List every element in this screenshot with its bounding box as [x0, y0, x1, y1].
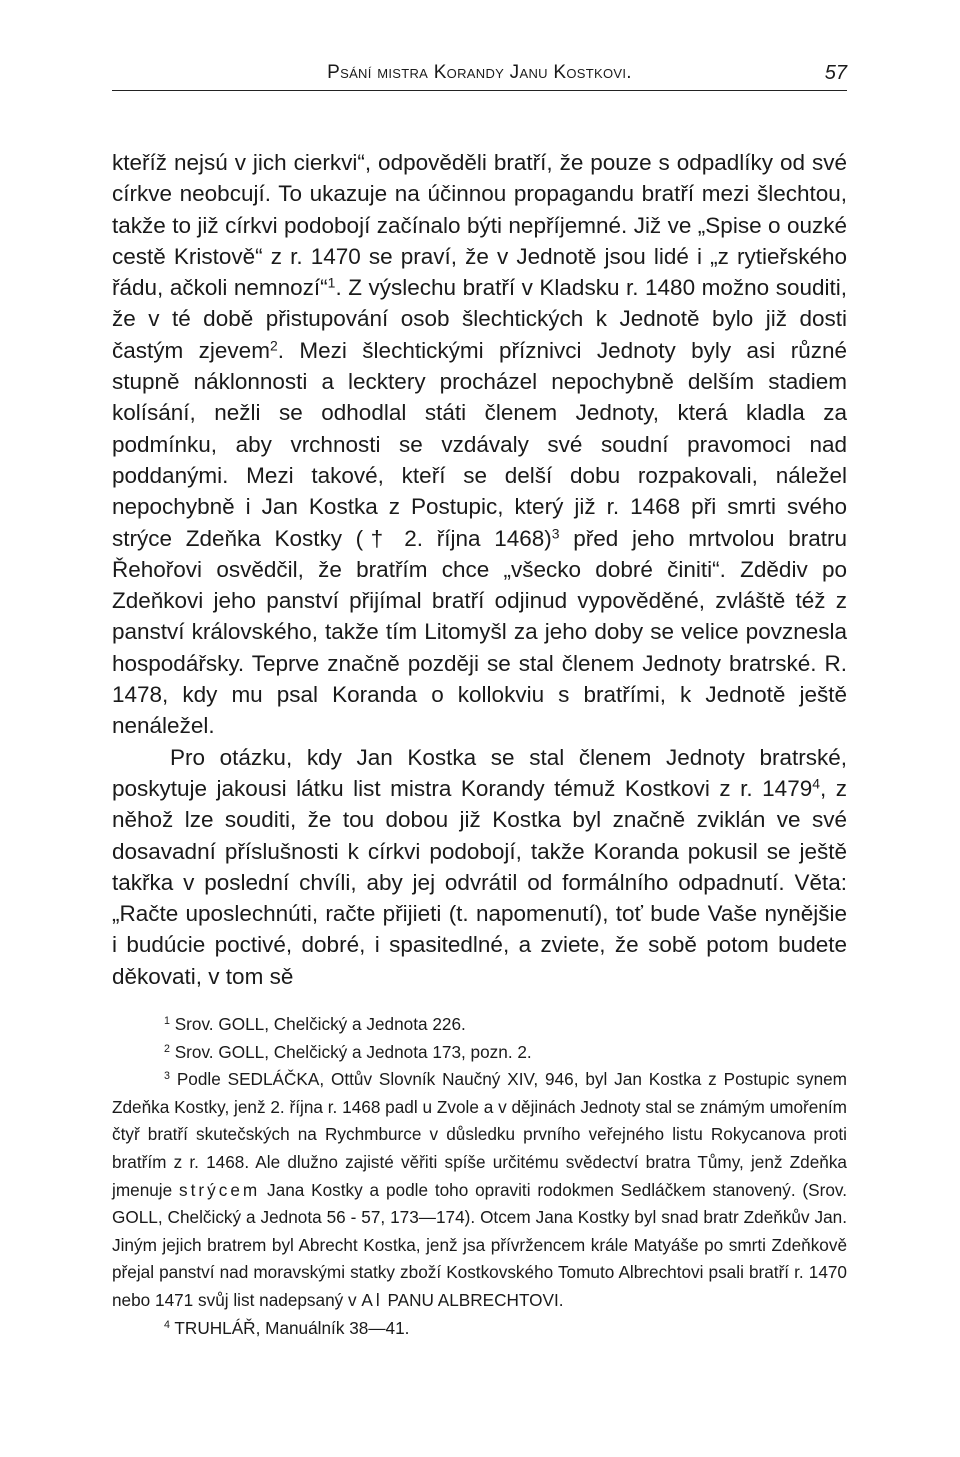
footnote-ref-4: 4 — [812, 775, 820, 792]
text-span: . Z výslechu bratří v Kladsku r. 1480 možno souditi, že v té době přistupování osob šlechtických k Jednotě bylo již dosti častým zjevem — [112, 275, 847, 363]
footnotes — [112, 1011, 847, 1342]
footnote-text: PANU ALBRECHTOVI. — [387, 1289, 564, 1310]
text-span: Pro otázku, kdy Jan Kostka se stal členem Jednoty bratrské, poskytuje jakousi látku list mistra Korandy témuž Kostkovi z r. 1479 — [112, 744, 847, 801]
main-text — [112, 147, 847, 992]
footnote-ref-3: 3 — [551, 524, 560, 541]
text-span: před jeho mrtvolou bratru Řehořovi osvědčil, že bratřím chce „všecko dobré činiti“. Zdědiv po Zdeňkovi jeho panství přijímal bratří odjinud vypověděné, zvláště též z panství královského, takže tím Litomyšl za jeho doby se velice povznesla hospodářsky. Teprve značně později se stal členem Jednoty bratrské. R. 1478, kdy mu psal Koranda o kollokviu s bratřími, k Jednotě ještě nenáležel. — [112, 525, 847, 739]
footnote-marker: 2 — [164, 1042, 170, 1055]
emphasized-word: Al — [361, 1289, 383, 1310]
footnote-3 — [112, 1066, 847, 1314]
footnote-marker: 1 — [164, 1015, 170, 1028]
footnote-1 — [112, 1011, 847, 1039]
footnote-4 — [112, 1315, 847, 1343]
text-span: , z něhož lze souditi, že tou dobou již Kostka byl značně zviklán ve své dosavadní příslušnosti k církvi podobojí, takže Koranda pokusil se ještě takřka v poslední chvíli, aby jej odvrátil od formálního odpadnutí. Věta: „Račte uposlechnúti, račte přijieti (t. napomenutí), toť bude Vaše nynějšie i budúcie poctivé, dobré, i spasitedlné, a zviete, že sobě potom budete děkovati, v tom sě — [112, 775, 847, 989]
emphasized-word: strýcem — [179, 1179, 261, 1200]
paragraph-2 — [112, 742, 847, 992]
footnote-ref-1: 1 — [327, 274, 336, 291]
paragraph-1 — [112, 147, 847, 742]
footnote-ref-2: 2 — [269, 337, 278, 354]
running-title: Psání mistra Korandy Janu Kostkovi. — [327, 62, 632, 83]
text-span: Již ve „Spise o ouzké cestě Kristově“ z r. 1470 se praví, že v Jednotě jsou lidé i „z rytieřského řádu, ačkoli nemnozí“ — [112, 212, 847, 301]
footnote-2 — [112, 1039, 847, 1067]
text-span: kteříž nejsú v jich cierkvi“, odpověděli bratří, že pouze s odpadlíky od své církve neobcují. To ukazuje na účinnou propagandu bratří mezi šlechtou, takže to již církvi podobojí začínalo býti nepříjemné. — [112, 150, 847, 238]
footnote-text: Srov. GOLL, Chelčický a Jednota 226. — [174, 1014, 466, 1034]
footnote-text: Jana Kostky a podle toho opraviti rodokmen Sedláčkem stanovený. (Srov. GOLL, Chelčický a Jednota 56 - 57, 173—174). Otcem Jana Kostky byl snad bratr Zdeňkův Jan. Jiným jejich bratrem byl Abrecht Kostka, jenž jsa přívržencem krále Matyáše po smrti Zdeňkově přejal panství nad moravskými statky zboží Kostkovského Tomuto Albrechtovi psali bratří r. 1470 nebo 1471 svůj list nadepsaný v — [112, 1179, 847, 1310]
footnote-text: TRUHLÁŘ, Manuálník 38—41. — [174, 1317, 410, 1338]
text-span: Mezi šlechtickými příznivci Jednoty byly asi různé stupně náklonnosti a lecktery procházel nepochybně delším stadiem kolísání, nežli se odhodlal státi členem Jednoty, která kladla za podmínku, aby vrchnosti se vzdávaly své soudní pravomoci nad poddanými. Mezi takové, kteří se delší dobu rozpakovali, náležel nepochybně i Jan Kostka z Postupic, který již r. 1468 při smrti svého strýce Zdeňka Kostky († 2. října 1468) — [112, 337, 847, 551]
footnote-marker: 3 — [164, 1070, 170, 1083]
footnote-text: Podle SEDLÁČKA, Ottův Slovník Naučný XIV, 946, byl Jan Kostka z Postupic synem Zdeňka Kostky, jenž 2. října r. 1468 padl u Zvole a v dějinách Jednoty stal se známým umořením čtyř bratří skutečských na Rychmburce v důsledku prvního veřejného listu Rokycanova proti bratřím z r. 1468. Ale dlužno zajisté věřiti spíše určitému svědectví bratra Tůmy, jenž Zdeňka jmenuje — [112, 1069, 848, 1200]
page-number: 57 — [824, 62, 847, 84]
footnote-text: Srov. GOLL, Chelčický a Jednota 173, pozn. 2. — [174, 1041, 532, 1062]
footnote-marker: 4 — [164, 1318, 170, 1331]
text-span: . — [277, 337, 284, 363]
page-header — [112, 60, 847, 91]
